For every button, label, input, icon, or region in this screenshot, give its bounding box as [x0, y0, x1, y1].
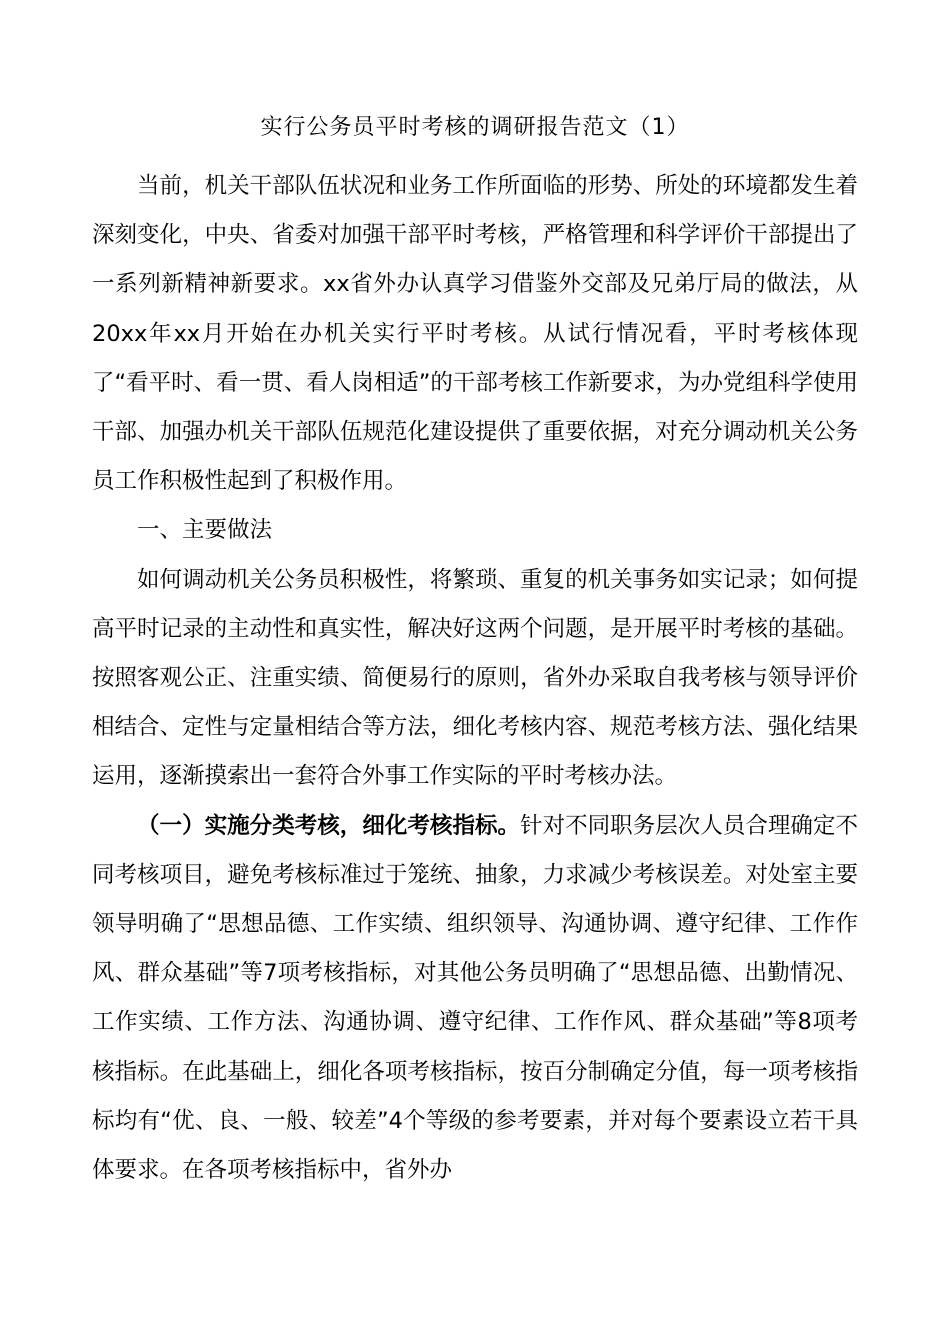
paragraph-text: 针对不同职务层次人员合理确定不同考核项目，避免考核标准过于笼统、抽象，力求减少考核误差。对处室主要领导明确了“思想品德、工作实绩、组织领导、沟通协调、遵守纪律、工作作风、群众基础”等7项考核指标，对其他公务员明确了“思想品德、出勤情况、工作实绩、工作方法、沟通协调、遵守纪律、工作作风、群众基础”等8项考核指标。在此基础上，细化各项考核指标，按百分制确定分值，每一项考核指标均有“优、良、一般、较差”4个等级的参考要素，并对每个要素设立若干具体要求。在各项考核指标中，省外办	[92, 812, 858, 1184]
section-heading-main-practices: 一、主要做法	[137, 517, 273, 544]
document-body	[92, 162, 858, 1195]
paragraph-practices: 如何调动机关公务员积极性，将繁琐、重复的机关事务如实记录；如何提高平时记录的主动性和真实性，解决好这两个问题，是开展平时考核的基础。按照客观公正、注重实绩、简便易行的原则，省外办采取自我考核与领导评价相结合、定性与定量相结合等方法，细化考核内容、规范考核方法、强化结果运用，逐渐摸索出一套符合外事工作实际的平时考核办法。	[92, 566, 858, 790]
document-title: 实行公务员平时考核的调研报告范文（1）	[260, 115, 690, 140]
paragraph-classified-assessment	[92, 802, 858, 1196]
subsection-heading: （一）实施分类考核，细化考核指标。	[137, 812, 521, 839]
paragraph-intro: 当前，机关干部队伍状况和业务工作所面临的形势、所处的环境都发生着深刻变化，中央、省委对加强干部平时考核，严格管理和科学评价干部提出了一系列新精神新要求。xx省外办认真学习借鉴外交部及兄弟厅局的做法，从20xx年xx月开始在办机关实行平时考核。从试行情况看，平时考核体现了“看平时、看一贯、看人岗相适”的干部考核工作新要求，为办党组科学使用干部、加强办机关干部队伍规范化建设提供了重要依据，对充分调动机关公务员工作积极性起到了积极作用。	[92, 173, 858, 495]
